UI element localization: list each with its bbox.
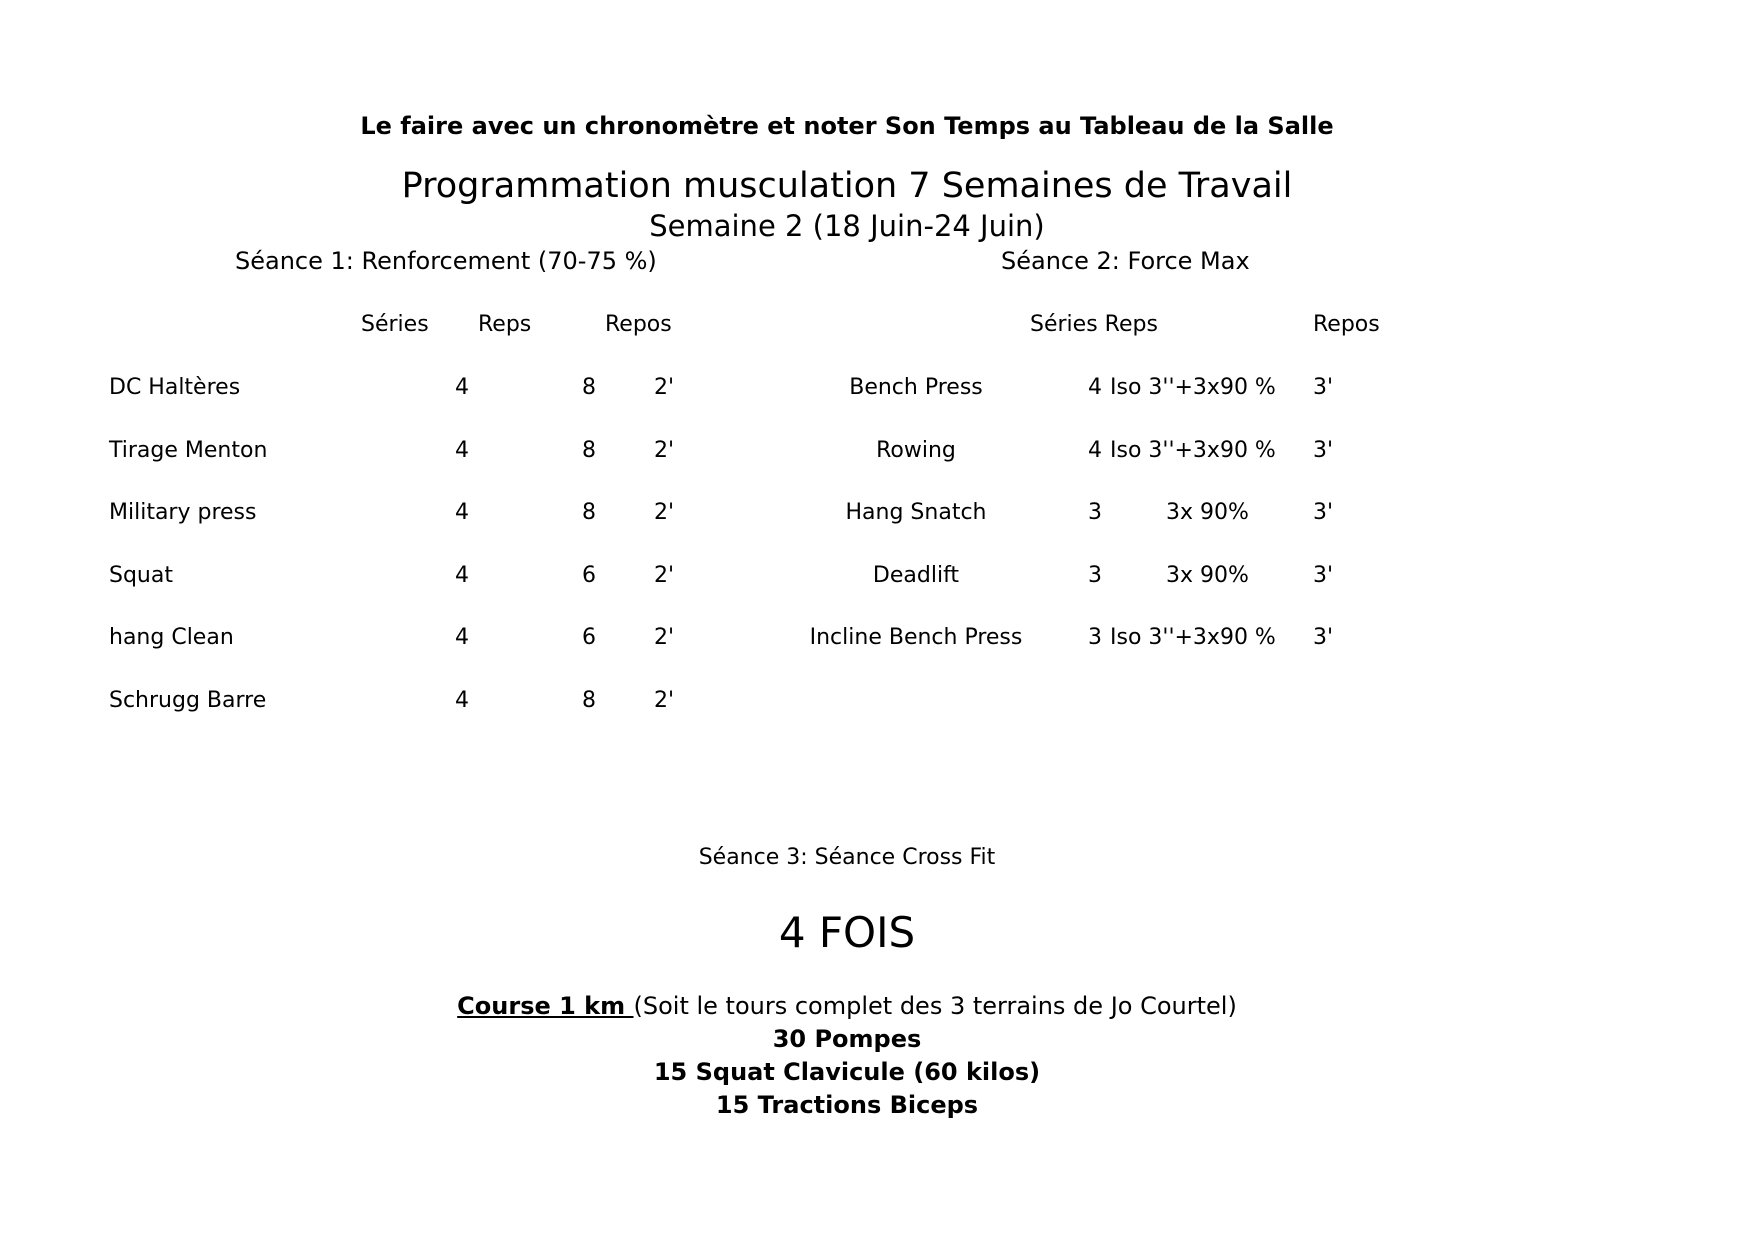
exercise-series: 4 — [455, 375, 469, 400]
exercise-repos: 2' — [654, 625, 675, 650]
rounds-count: 4 FOIS — [778, 908, 916, 957]
exercise-reps: Iso 3''+3x90 % — [1110, 438, 1276, 463]
exercise-series: 4 — [455, 563, 469, 588]
exercise-name: Bench Press — [849, 375, 983, 400]
exercise-name: Deadlift — [872, 563, 960, 588]
exercise-series: 4 — [455, 688, 469, 713]
crossfit-exercise: 30 Pompes — [772, 1025, 922, 1053]
exercise-reps: 3x 90% — [1166, 500, 1249, 525]
exercise-series: 4 — [1088, 438, 1102, 463]
exercise-repos: 2' — [654, 500, 675, 525]
exercise-repos: 3' — [1313, 500, 1334, 525]
exercise-reps: 8 — [582, 688, 596, 713]
exercise-name: DC Haltères — [109, 375, 241, 400]
seance1-header-series: Séries — [361, 312, 429, 337]
exercise-repos: 2' — [654, 563, 675, 588]
seance1-title: Séance 1: Renforcement (70-75 %) — [235, 247, 657, 275]
seance1-header-reps: Reps — [478, 312, 532, 337]
exercise-reps: 8 — [582, 438, 596, 463]
exercise-name: Schrugg Barre — [109, 688, 267, 713]
exercise-series: 3 — [1088, 625, 1102, 650]
exercise-name: Military press — [109, 500, 257, 525]
exercise-series: 4 — [1088, 375, 1102, 400]
seance2-header-repos: Repos — [1313, 312, 1380, 337]
week-subtitle: Semaine 2 (18 Juin-24 Juin) — [649, 209, 1045, 243]
exercise-name: Incline Bench Press — [809, 625, 1023, 650]
exercise-repos: 2' — [654, 688, 675, 713]
exercise-name: Tirage Menton — [109, 438, 268, 463]
exercise-name: hang Clean — [109, 625, 234, 650]
exercise-reps: 6 — [582, 625, 596, 650]
course-detail: (Soit le tours complet des 3 terrains de Jo Courtel) — [633, 992, 1237, 1020]
exercise-series: 4 — [455, 500, 469, 525]
exercise-series: 4 — [455, 438, 469, 463]
page-note: Le faire avec un chronomètre et noter Son Temps au Tableau de la Salle — [360, 112, 1334, 140]
exercise-repos: 3' — [1313, 625, 1334, 650]
exercise-reps: Iso 3''+3x90 % — [1110, 625, 1276, 650]
exercise-reps: 8 — [582, 375, 596, 400]
exercise-series: 4 — [455, 625, 469, 650]
exercise-repos: 3' — [1313, 563, 1334, 588]
course-line — [0, 992, 1694, 1020]
exercise-repos: 2' — [654, 375, 675, 400]
crossfit-exercise: 15 Tractions Biceps — [715, 1091, 979, 1119]
exercise-series: 3 — [1088, 563, 1102, 588]
exercise-repos: 2' — [654, 438, 675, 463]
crossfit-exercise: 15 Squat Clavicule (60 kilos) — [653, 1058, 1041, 1086]
exercise-repos: 3' — [1313, 375, 1334, 400]
exercise-name: Hang Snatch — [845, 500, 987, 525]
seance2-header-series-reps: Séries Reps — [1030, 312, 1158, 337]
page-title: Programmation musculation 7 Semaines de Travail — [401, 166, 1293, 206]
seance2-title: Séance 2: Force Max — [1001, 247, 1250, 275]
exercise-reps: 3x 90% — [1166, 563, 1249, 588]
exercise-name: Squat — [109, 563, 173, 588]
exercise-repos: 3' — [1313, 438, 1334, 463]
seance1-header-repos: Repos — [605, 312, 672, 337]
seance3-title: Séance 3: Séance Cross Fit — [698, 845, 996, 870]
exercise-reps: Iso 3''+3x90 % — [1110, 375, 1276, 400]
course-label: Course 1 km — [457, 992, 634, 1020]
exercise-series: 3 — [1088, 500, 1102, 525]
exercise-name: Rowing — [876, 438, 956, 463]
exercise-reps: 6 — [582, 563, 596, 588]
exercise-reps: 8 — [582, 500, 596, 525]
